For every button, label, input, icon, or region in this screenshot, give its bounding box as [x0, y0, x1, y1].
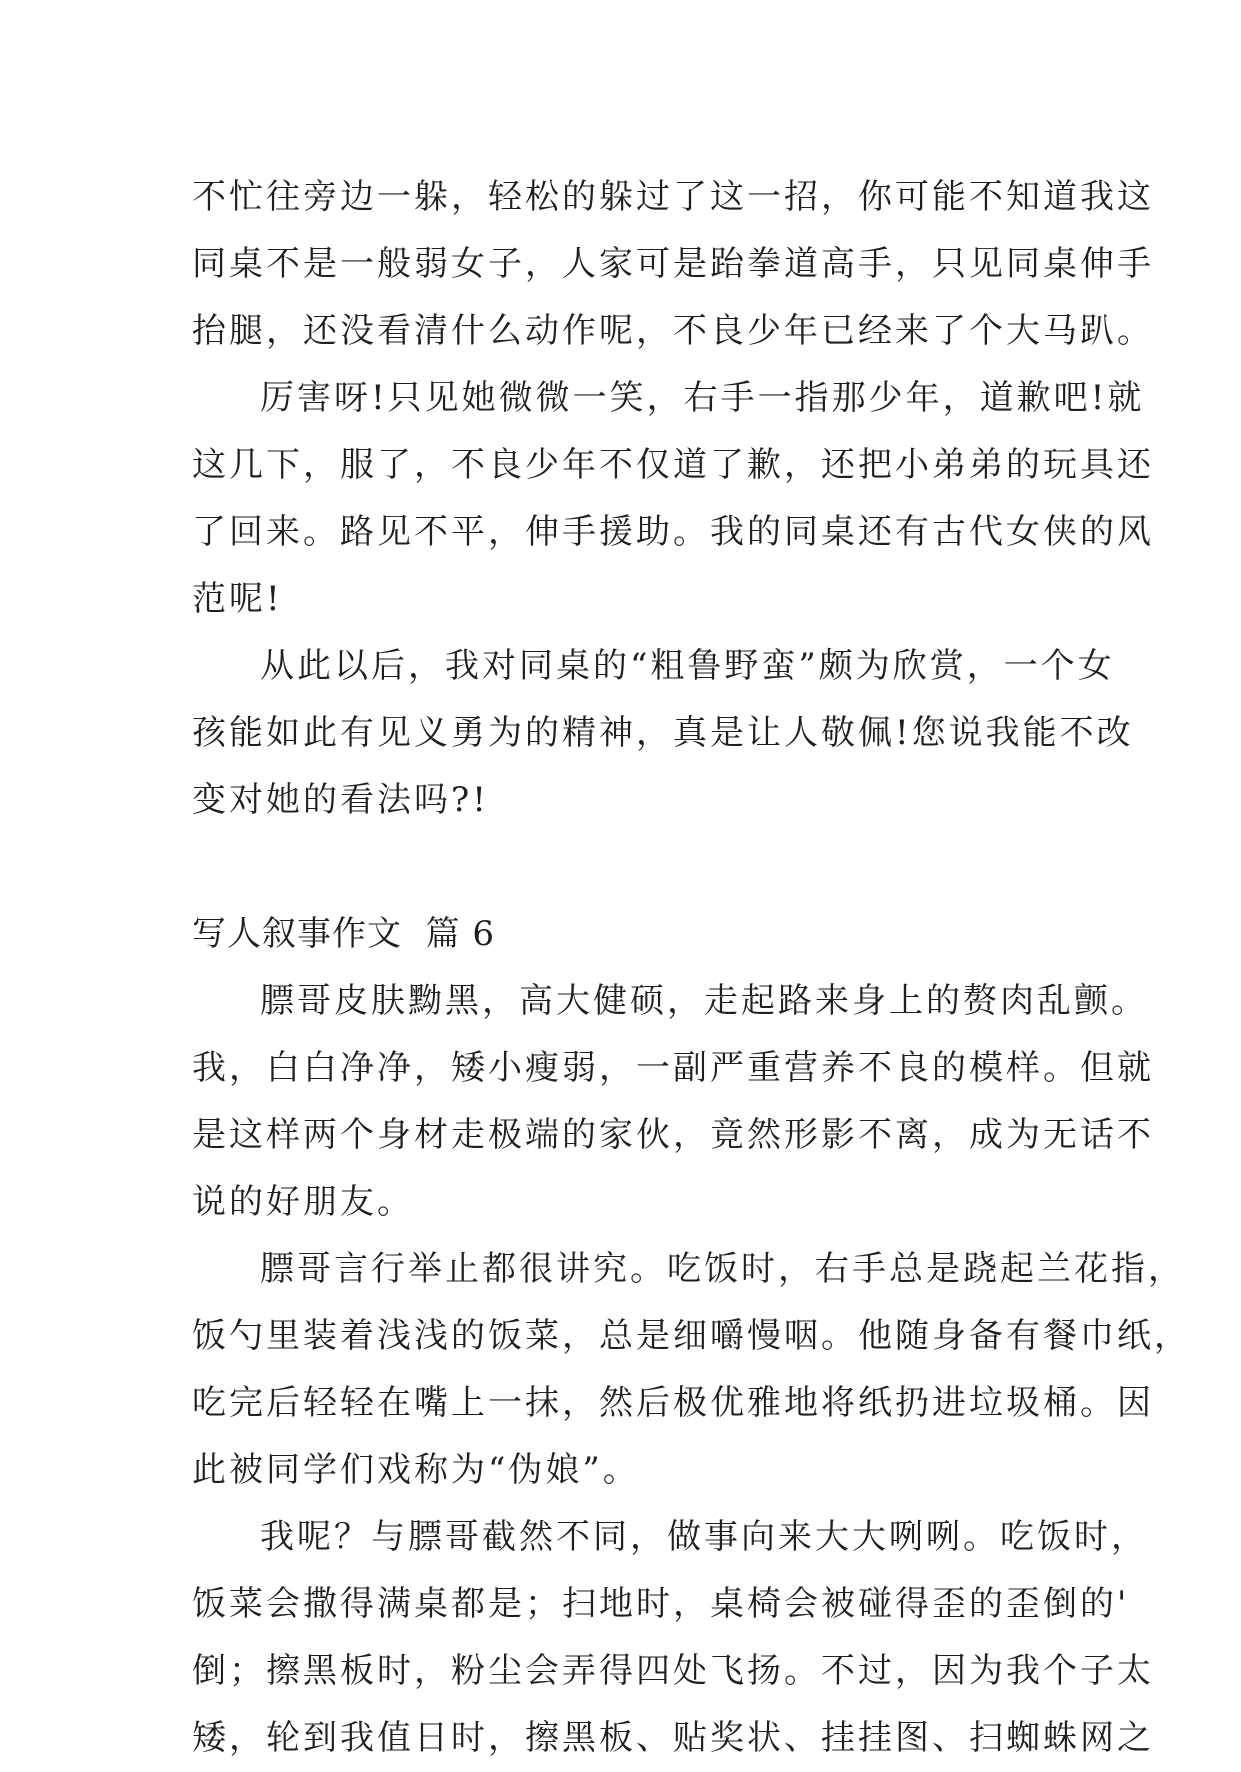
text-line: 从此以后，我对同桌的“粗鲁野蛮”颇为欣赏，一个女	[260, 646, 1115, 686]
text-line: 这几下，服了，不良少年不仅道了歉，还把小弟弟的玩具还	[192, 445, 1154, 485]
paragraph	[192, 365, 1154, 633]
paragraph	[192, 1236, 1191, 1504]
text-line: 孩能如此有见义勇为的精神，真是让人敬佩!您说我能不改	[192, 713, 1134, 753]
section-heading: 写人叙事作文 篇 6	[192, 914, 496, 954]
text-line: 抬腿，还没看清什么动作呢，不良少年已经来了个大马趴。	[192, 311, 1154, 351]
text-line: 不忙往旁边一躲，轻松的躲过了这一招，你可能不知道我这	[192, 177, 1154, 217]
paragraph	[192, 968, 1154, 1236]
text-line: 饭菜会撒得满桌都是；扫地时，桌椅会被碰得歪的歪倒的'	[192, 1584, 1130, 1624]
text-line: 我呢？与膘哥截然不同，做事向来大大咧咧。吃饭时，	[260, 1517, 1148, 1557]
text-line: 倒；擦黑板时，粉尘会弄得四处飞扬。不过，因为我个子太	[192, 1651, 1154, 1691]
text-line: 厉害呀!只见她微微一笑，右手一指那少年，道歉吧!就	[260, 378, 1145, 418]
text-line: 此被同学们戏称为“伪娘”。	[192, 1450, 640, 1490]
text-line: 矮，轮到我值日时，擦黑板、贴奖状、挂挂图、扫蜘蛛网之	[192, 1718, 1154, 1758]
essay-body	[192, 164, 1191, 1772]
text-line: 说的好朋友。	[192, 1182, 414, 1222]
text-line: 同桌不是一般弱女子，人家可是跆拳道高手，只见同桌伸手	[192, 244, 1154, 284]
paragraph	[192, 1504, 1154, 1772]
text-line: 饭勺里装着浅浅的饭菜，总是细嚼慢咽。他随身备有餐巾纸，	[192, 1316, 1191, 1356]
blank-line	[192, 834, 1062, 901]
text-line: 变对她的看法吗?!	[192, 780, 489, 820]
text-line: 膘哥皮肤黝黑，高大健硕，走起路来身上的赘肉乱颤。	[260, 981, 1148, 1021]
text-line: 了回来。路见不平，伸手援助。我的同桌还有古代女侠的风	[192, 512, 1154, 552]
text-line: 是这样两个身材走极端的家伙，竟然形影不离，成为无话不	[192, 1115, 1154, 1155]
text-line: 吃完后轻轻在嘴上一抹，然后极优雅地将纸扔进垃圾桶。因	[192, 1383, 1154, 1423]
text-line: 范呢!	[192, 579, 283, 619]
paragraph-continued	[192, 164, 1154, 365]
paragraph	[192, 633, 1134, 834]
text-line: 我，白白净净，矮小瘦弱，一副严重营养不良的模样。但就	[192, 1048, 1154, 1088]
text-line: 膘哥言行举止都很讲究。吃饭时，右手总是跷起兰花指，	[260, 1249, 1185, 1289]
